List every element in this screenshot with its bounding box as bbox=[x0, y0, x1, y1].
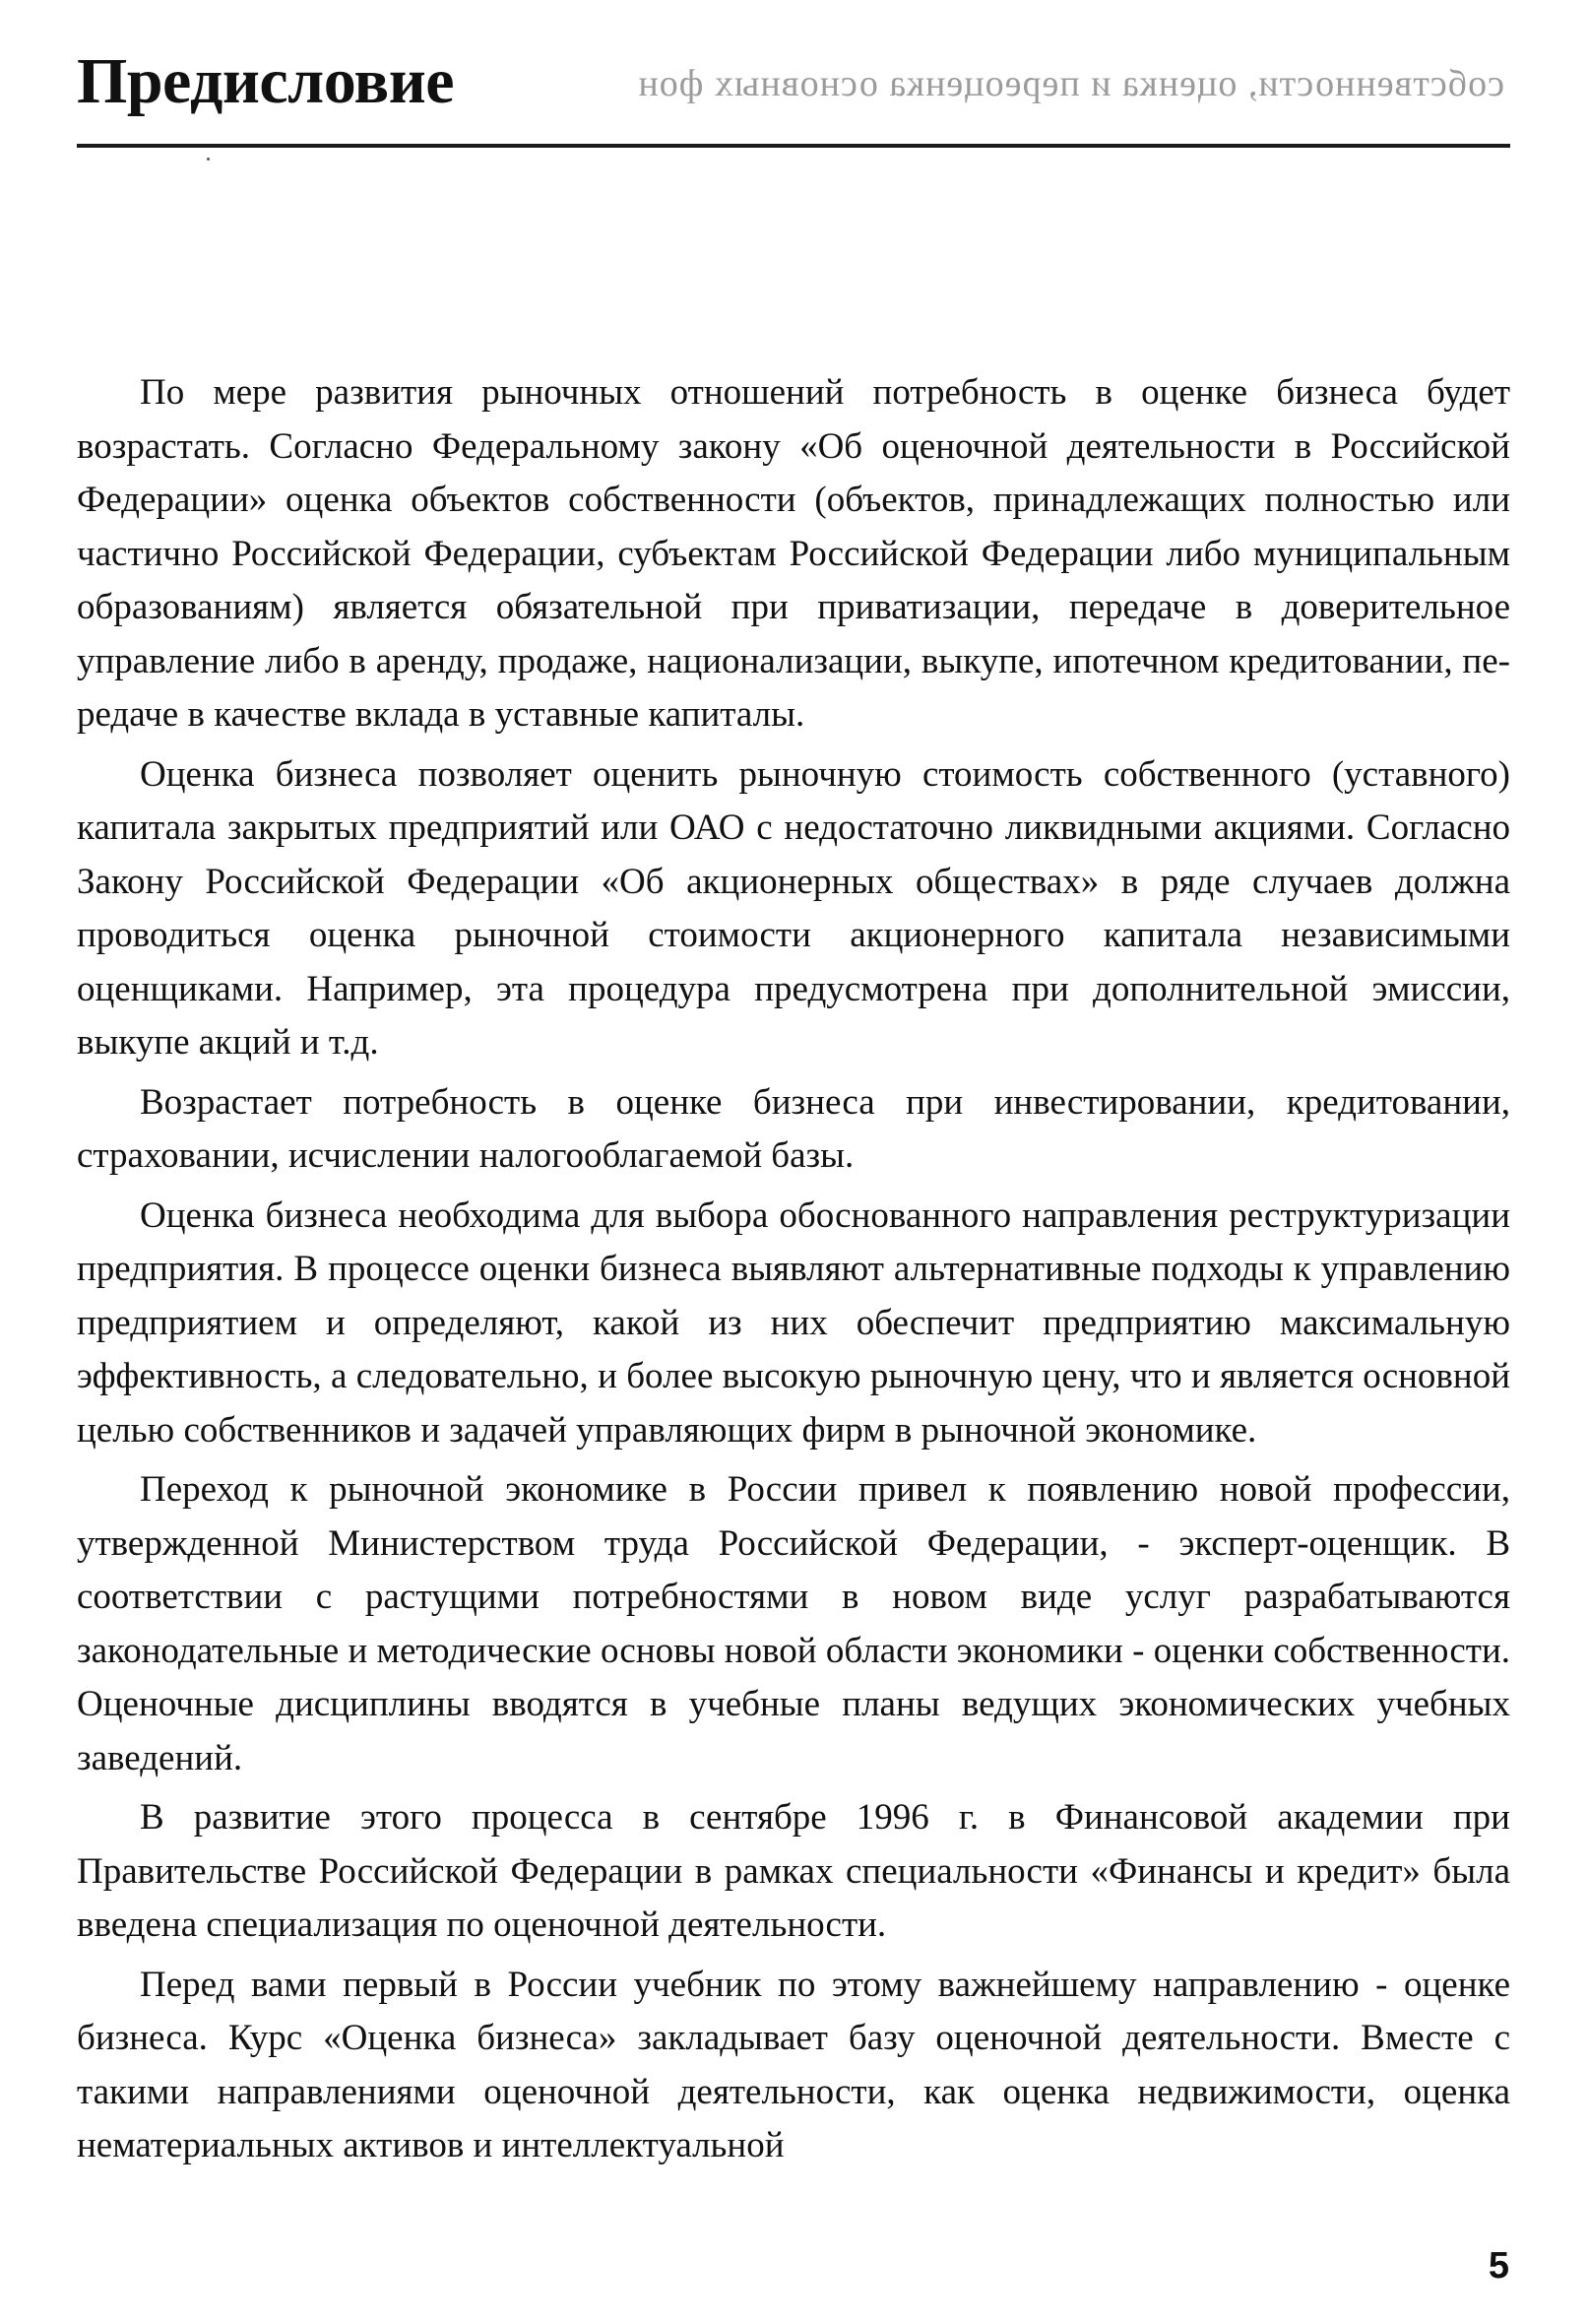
page-header bbox=[77, 39, 1510, 148]
paragraph: В развитие этого процесса в сентябре 1996 г. в Финансовой академии при Правительстве Российской Федерации в рамках специальности «Финансы и кредит» была введена специализация по оценочной деятельности. bbox=[77, 1797, 1510, 1945]
paragraph: По мере развития рыночных отношений потребность в оценке бизнеса будет возрастать. Согласно Федеральному закону «Об оценочной деятельности в Российской Федерации» оценка объектов собственности (объектов, принадлежащих полностью или частично Российской Федерации, субъектам Российской Федерации либо муниципальным образованиям) является обязательной при приватизации, передаче в доверительное управление либо в аренду, продаже, национализации, выкупе, ипотечном кредитовании, передаче в качестве вклада в уставные капиталы. bbox=[77, 372, 1510, 735]
page-number: 5 bbox=[1488, 2245, 1509, 2287]
body-text bbox=[77, 366, 1510, 2173]
paragraph: Переход к рыночной экономике в России привел к появлению новой профессии, утвержденной Министерством труда Российской Федерации, - эксперт-оценщик. В соответствии с растущими потребностями в новом виде услуг разрабатываются законодательные и методические основы новой области экономики - оценки собственности. Оценочные дисциплины вводятся в учебные планы ведущих экономических учебных заведений. bbox=[77, 1469, 1510, 1778]
paragraph: Оценка бизнеса необходима для выбора обоснованного направления реструктуризации предприятия. В процессе оценки бизнеса выявляют альтернативные подходы к управлению предприятием и определяют, какой из них обеспечит предприятию максимальную эффективность, а следовательно, и более высокую рыночную цену, что и является основной целью собственников и задачей управляющих фирм в рыночной экономике. bbox=[77, 1194, 1510, 1451]
scan-speck bbox=[207, 158, 210, 161]
paragraph: Возрастает потребность в оценке бизнеса при инвестировании, кредитовании, страховании, исчислении налогооблагаемой базы. bbox=[77, 1081, 1510, 1176]
paragraph: Перед вами первый в России учебник по этому важнейшему направлению - оценке бизнеса. Курс «Оценка бизнеса» закладывает базу оценочной деятельности. Вместе с такими направлениями оценочной деятельности, как оценка недвижимости, оценка нематериальных активов и интеллектуальной bbox=[77, 1964, 1510, 2165]
chapter-title: Предисловие bbox=[77, 45, 455, 117]
paragraph: Оценка бизнеса позволяет оценить рыночную стоимость собственного (уставного) капитала закрытых предприятий или ОАО с недостаточно ликвидными акциями. Согласно Закону Российской Федерации «Об акционерных обществах» в ряде случаев должна проводиться оценка рыночной стоимости акционерного капитала независимыми оценщиками. Например, эта процедура предусмотрена при дополнительной эмиссии, выкупе акций и т.д. bbox=[77, 753, 1510, 1063]
bleed-through-text: собственности, оценка и переоценка основных фон bbox=[637, 63, 1504, 104]
header-rule bbox=[77, 144, 1510, 148]
